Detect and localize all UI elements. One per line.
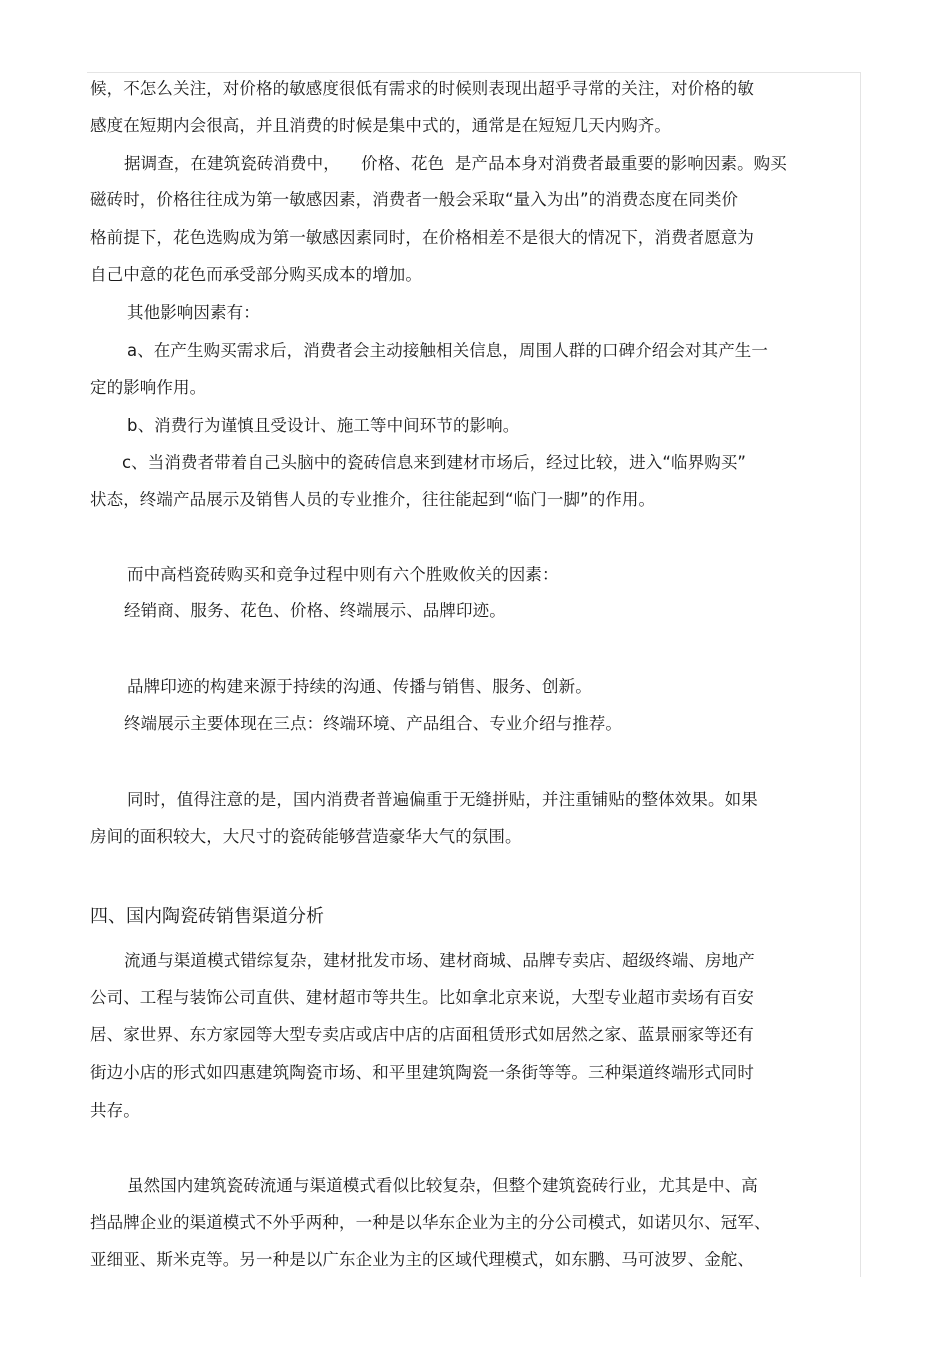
- text-line: 终端展示主要体现在三点：终端环境、产品组合、专业介绍与推荐。: [124, 714, 622, 733]
- page-border: [87, 72, 861, 1277]
- text-line: 定的影响作用。: [90, 378, 207, 397]
- text-line: 亚细亚、斯米克等。另一种是以广东企业为主的区域代理模式，如东鹏、马可波罗、金舵、: [90, 1250, 754, 1269]
- text-line: 而中高档瓷砖购买和竞争过程中则有六个胜败攸关的因素：: [127, 565, 559, 584]
- text-line: 其他影响因素有：: [127, 303, 260, 322]
- text-line: 公司、工程与装饰公司直供、建材超市等共生。比如拿北京来说，大型专业超市卖场有百安: [90, 988, 754, 1007]
- section-heading: 四、国内陶瓷砖销售渠道分析: [90, 906, 324, 927]
- text-line: 候，不怎么关注，对价格的敏感度很低有需求的时候则表现出超乎寻常的关注，对价格的敏: [90, 79, 754, 98]
- text-line: a、在产生购买需求后，消费者会主动接触相关信息，周围人群的口碑介绍会对其产生一: [127, 341, 769, 360]
- text-line: 共存。: [90, 1101, 140, 1120]
- text-line: 品牌印迹的构建来源于持续的沟通、传播与销售、服务、创新。: [127, 677, 592, 696]
- text-line: 格前提下，花色选购成为第一敏感因素同时，在价格相差不是很大的情况下，消费者愿意为: [90, 228, 754, 247]
- text-line: 街边小店的形式如四惠建筑陶瓷市场、和平里建筑陶瓷一条街等等。三种渠道终端形式同时: [90, 1063, 754, 1082]
- text-line: c、当消费者带着自己头脑中的瓷砖信息来到建材市场后，经过比较，进入“临界购买”: [122, 453, 747, 472]
- text-line: 挡品牌企业的渠道模式不外乎两种，一种是以华东企业为主的分公司模式，如诺贝尔、冠军、: [90, 1213, 771, 1232]
- text-line: 居、家世界、东方家园等大型专卖店或店中店的店面租赁形式如居然之家、蓝景丽家等还有: [90, 1025, 754, 1044]
- text-line: 流通与渠道模式错综复杂，建材批发市场、建材商城、品牌专卖店、超级终端、房地产: [124, 951, 755, 970]
- text-line: 虽然国内建筑瓷砖流通与渠道模式看似比较复杂，但整个建筑瓷砖行业，尤其是中、高: [127, 1176, 758, 1195]
- text-line: 据调查，在建筑瓷砖消费中， 价格、花色 是产品本身对消费者最重要的影响因素。购买: [124, 154, 787, 173]
- text-line: 自己中意的花色而承受部分购买成本的增加。: [90, 265, 422, 284]
- text-line: 经销商、服务、花色、价格、终端展示、品牌印迹。: [124, 601, 506, 620]
- text-line: 状态，终端产品展示及销售人员的专业推介，往往能起到“临门一脚”的作用。: [90, 490, 656, 509]
- text-line: 同时，值得注意的是，国内消费者普遍偏重于无缝拼贴，并注重铺贴的整体效果。如果: [127, 790, 758, 809]
- text-line: 磁砖时，价格往往成为第一敏感因素，消费者一般会采取“量入为出”的消费态度在同类价: [90, 190, 739, 209]
- text-line: 感度在短期内会很高，并且消费的时候是集中式的，通常是在短短几天内购齐。: [90, 116, 671, 135]
- text-line: 房间的面积较大，大尺寸的瓷砖能够营造豪华大气的氛围。: [90, 827, 522, 846]
- text-line: b、消费行为谨慎且受设计、施工等中间环节的影响。: [127, 416, 520, 435]
